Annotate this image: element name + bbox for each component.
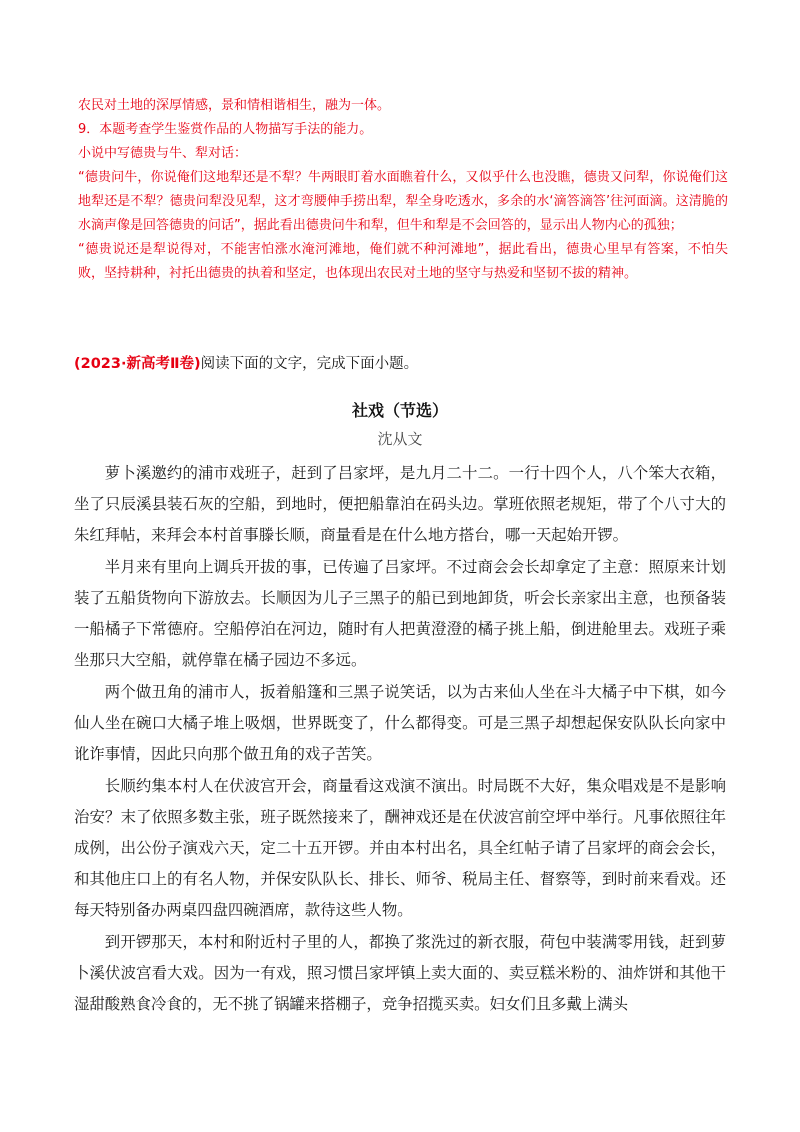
answer-paragraph-2: “德贵说还是犁说得对，不能害怕涨水淹河滩地，俺们就不种河滩地”，据此看出，德贵心里早有答案，不怕失败，坚持耕种，衬托出德贵的执着和坚定，也体现出农民对土地的坚守与热爱和坚韧不拔的精神。 — [78, 242, 728, 281]
exam-tag: (2023·新高考Ⅱ卷) — [74, 356, 201, 372]
answer-explanation — [78, 94, 728, 286]
story-body — [74, 458, 726, 1021]
story-paragraph: 两个做丑角的浦市人，扳着船篷和三黑子说笑话，以为古来仙人坐在斗大橘子中下棋，如今仙人坐在碗口大橘子堆上吸烟，世界既变了，什么都得变。可是三黑子却想起保安队队长向家中讹诈事情，因此只向那个做丑角的戏子苦笑。 — [74, 683, 726, 763]
story-paragraph: 半月来有里向上调兵开拔的事，已传遍了吕家坪。不过商会会长却拿定了主意：照原来计划装了五船货物向下游放去。长顺因为儿子三黑子的船已到地卸货，听会长亲家出主意，也预备装一船橘子下常德府。空船停泊在河边，随时有人把黄澄澄的橘子挑上船，倒进舱里去。戏班子乘坐那只大空船，就停靠在橘子园边不多远。 — [74, 558, 726, 669]
reading-instruction: 阅读下面的文字，完成下面小题。 — [200, 356, 419, 372]
answer-line-1: 农民对土地的深厚情感，景和情相谐相生，融为一体。 — [78, 98, 391, 113]
story-paragraph: 到开锣那天，本村和附近村子里的人，都换了浆洗过的新衣服，荷包中装满零用钱，赶到萝卜溪伏波宫看大戏。因为一有戏，照习惯吕家坪镇上卖大面的、卖豆糕米粉的、油炸饼和其他干湿甜酸熟食冷食的，无不挑了锅罐来搭棚子，竞争招揽买卖。妇女们且多戴上满头 — [74, 933, 726, 1013]
answer-line-2: 9．本题考查学生鉴赏作品的人物描写手法的能力。 — [78, 122, 373, 137]
story-title: 社戏（节选） — [351, 401, 448, 420]
story-author: 沈从文 — [377, 430, 423, 448]
story-paragraph: 长顺约集本村人在伏波宫开会，商量看这戏演不演出。时局既不大好，集众唱戏是不是影响治安？末了依照多数主张，班子既然接来了，酬神戏还是在伏波宫前空坪中举行。凡事依照往年成例，出公份子演戏六天，定二十五开锣。并由本村出名，具全红帖子请了吕家坪的商会会长，和其他庄口上的有名人物，并保安队队长、排长、师爷、税局主任、督察等，到时前来看戏。还每天特别备办两桌四盘四碗酒席，款待这些人物。 — [74, 777, 726, 919]
answer-paragraph-1: “德贵问牛，你说俺们这地犁还是不犁？牛两眼盯着水面瞧着什么，又似乎什么也没瞧，德贵又问犁，你说俺们这地犁还是不犁？德贵问犁没见犁，这才弯腰伸手捞出犁，犁全身吃透水，多余的水‘滴答滴答’往河面滴。这清脆的水滴声像是回答德贵的问话”，据此看出德贵问牛和犁，但牛和犁是不会回答的，显示出人物内心的孤独； — [78, 170, 728, 233]
answer-line-3: 小说中写德贵与牛、犁对话： — [78, 146, 248, 161]
question-source — [74, 352, 418, 376]
story-paragraph: 萝卜溪邀约的浦市戏班子，赶到了吕家坪，是九月二十二。一行十四个人，八个笨大衣箱，坐了只辰溪县装石灰的空船，到地时，便把船靠泊在码头边。掌班依照老规矩，带了个八寸大的朱红拜帖，来拜会本村首事滕长顺，商量看是在什么地方搭台，哪一天起始开锣。 — [74, 464, 726, 544]
